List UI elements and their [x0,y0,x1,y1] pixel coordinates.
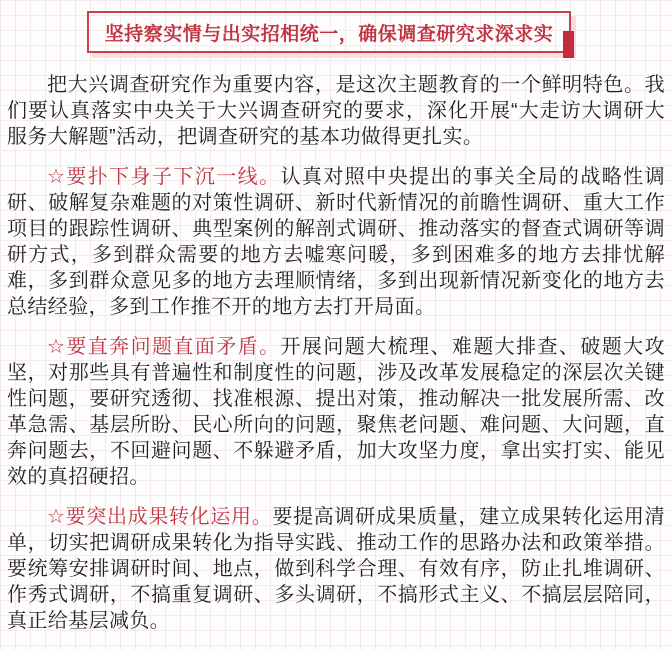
paragraph-text: 把大兴调查研究作为重要内容，是这次主题教育的一个鲜明特色。我们要认真落实中央关于大兴调查研究的要求，深化开展“大走访大调研大服务大解题”活动，把调查研究的基本功做得更扎实。 [7,74,665,148]
paragraph-lead: ☆要突出成果转化运用。 [47,506,273,528]
paragraph-text: 认真对照中央提出的事关全局的战略性调研、破解复杂难题的对策性调研、新时代新情况的前瞻性调研、重大工作项目的跟踪性调研、典型案例的解剖式调研、推动落实的督查式调研等调研方式，多到群众需要的地方去嘘寒问暖，多到困难多的地方去排忧解难，多到群众意见多的地方去理顺情绪，多到出现新情况新变化的地方去总结经验，多到工作推不开的地方去打开局面。 [7,166,665,318]
paragraph-text: 要提高调研成果质量，建立成果转化运用清单，切实把调研成果转化为指导实践、推动工作的思路办法和政策举措。要统筹安排调研时间、地点，做到科学合理、有效有序，防止扎堆调研、作秀式调研，不搞重复调研、多头调研，不搞形式主义、不搞层层陪同，真正给基层减负。 [7,506,665,632]
article-body [0,72,672,634]
title-accent-bar [563,31,574,58]
paragraph-point-1 [7,164,665,320]
paragraph-text: 开展问题大梳理、难题大排查、破题大攻坚，对那些具有普遍性和制度性的问题，涉及改革发展稳定的深层次关键性问题，要研究透彻、找准根源、提出对策，推动解决一批发展所需、改革急需、基层所盼、民心所向的问题，聚焦老问题、难问题、大问题，直奔问题去，不回避问题、不躲避矛盾，加大攻坚力度，拿出实打实、能见效的真招硬招。 [7,336,665,488]
section-title: 坚持察实情与出实招相统一，确保调查研究求深求实 [104,23,554,45]
paragraph-lead: ☆要直奔问题直面矛盾。 [47,336,281,358]
paragraph-lead: ☆要扑下身子下沉一线。 [47,166,281,188]
paragraph-point-3 [7,504,665,634]
section-title-box [87,11,571,53]
article-page [0,11,672,634]
paragraph-point-2 [7,334,665,490]
paragraph-intro [7,72,665,150]
